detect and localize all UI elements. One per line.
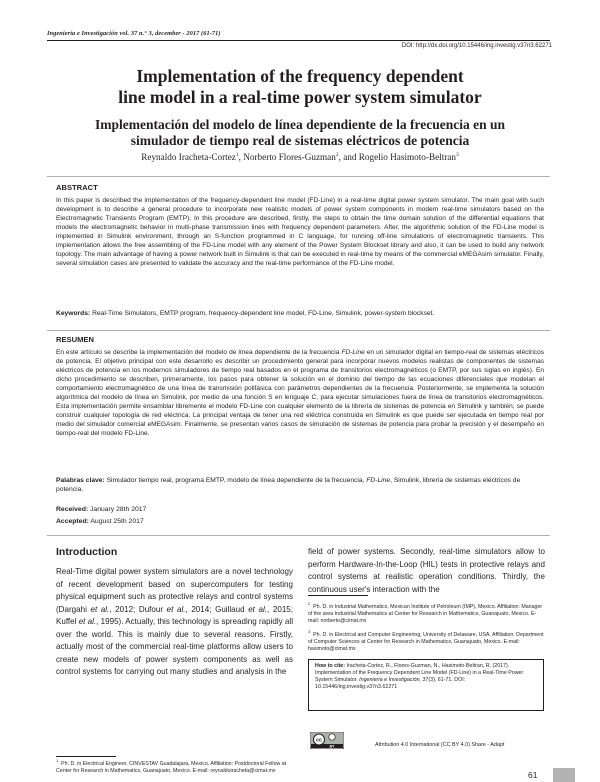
how-to-cite-label: How to cite:	[315, 663, 346, 669]
resumen-text	[56, 348, 544, 438]
abstract-heading: ABSTRACT	[56, 183, 98, 192]
intro-left-text4: , 2015; Kuffel	[56, 604, 294, 627]
title-english	[60, 66, 540, 108]
introduction-heading: Introduction	[56, 546, 118, 558]
footnote-2-mark: 2	[308, 601, 311, 606]
attribution-person-icon	[329, 734, 335, 740]
abstract-keywords	[56, 309, 544, 318]
received-date	[56, 506, 146, 513]
page-number: 61	[528, 770, 538, 780]
cc-by-license-icon[interactable]	[310, 732, 344, 749]
footnote-rule-right	[308, 595, 368, 596]
palabras-clave-part1: Simulador tiempo real, programa EMTP, modelo de línea dependiente de la frecuencia,	[106, 477, 367, 484]
how-to-cite-text1: Iracheta-Cortez, R., Flores-Guzman, N., Hasimoto-Beltran, R. (2017). Implementation of the Frequency Dependent Line Model (FD-Line) in a Real-Time Power System Simulator.	[315, 663, 524, 684]
cc-glyph: cc	[315, 737, 323, 744]
accepted-value: August 25th 2017	[90, 518, 144, 525]
intro-left-etal4: et al.	[78, 617, 97, 627]
received-label: Received:	[56, 506, 89, 513]
footnote-1	[56, 757, 292, 775]
palabras-clave-fdline: FD-Line	[366, 477, 391, 484]
footnote-3-mark: 3	[308, 629, 311, 634]
title-spanish-line1: Implementación del modelo de línea dependiente de la frecuencia en un	[95, 117, 505, 132]
accepted-label: Accepted:	[56, 518, 89, 525]
title-spanish-line2: simulador de tiempo real de sistemas eléctricos de potencia	[130, 133, 470, 148]
how-to-cite-box	[308, 659, 544, 711]
intro-rule	[47, 535, 550, 536]
resumen-rule	[47, 330, 550, 331]
palabras-clave-label: Palabras clave:	[56, 477, 105, 484]
header-rule	[47, 40, 550, 41]
author-2: Norberto Flores-Guzman	[243, 152, 336, 163]
page-number-tab	[553, 768, 575, 782]
intro-left-text1: Real-Time digital power system simulators are a novel technology of recent development based on supercomputers for testing physical equipment such as protective relays and control systems (Dargahi	[56, 567, 293, 614]
how-to-cite-journal: Ingeniería e Investigación,	[359, 677, 421, 684]
doi-link[interactable]: DOI: http://dx.doi.org/10.15446/ing.investig.v37n3.62271	[401, 43, 552, 49]
intro-left-column	[56, 566, 293, 679]
resumen-heading: RESUMEN	[56, 335, 94, 344]
author-1: Reynaldo Iracheta-Cortez	[141, 152, 236, 163]
intro-left-text2: , 2012; Dufour	[109, 604, 167, 614]
accepted-date	[56, 518, 144, 525]
intro-left-text3: , 2014; Guillaud	[185, 604, 249, 614]
author-list	[0, 152, 600, 162]
intro-left-etal2: et al.	[166, 604, 186, 614]
author-1-affil: 1	[235, 152, 239, 158]
how-to-cite-text2: 37(3), 61-71. DOI: 10.15446/ing.investig.v37n3.62271	[315, 677, 466, 691]
title-english-line2: line model in a real-time power system simulator	[118, 87, 482, 107]
resumen-text-part2: en un simulador digital en tiempo-real de sistemas eléctricos de potencia. El objetivo principal con este desarrollo es describir un procedimiento general para incorporar nuevos modelos realistas de componentes de sistemas eléctricos de potencia en los modernos simuladores de tiempo real basados en el programa de transitorios electromagnéticos (o EMTP, por sus siglas en inglés). En dicho procedimiento se describen, primeramente, los pasos para obtener la solución en el dominio del tiempo de las ecuaciones diferenciales que modelan el comportamiento electromagnético de una línea de transmisión polifásica con parámetros dependientes de la frecuencia. Posteriormente, se implementa la solución algorítmica del modelo de línea en Simulink, por medio de una función S en lenguaje C, para ejecutar simulaciones fuera de línea de transitorios electromagnéticos. Esta implementación permite ensamblar libremente el modelo FD-Line con cualquier elemento de la librería de sistemas de potencia en Simulink y también, se puede construir cualquier topología de red eléctrica. La principal ventaja de tener una red eléctrica construida en Simulink es que puede ser ejecutada en tiempo real por medio del simulador comercial eMEGAsim. Finalmente, se presentan varios casos de simulación de sistemas de potencia para probar la precisión y el desempeño en tiempo-real del modelo FD-Line.	[56, 349, 544, 438]
footnote-1-mark: 1	[56, 758, 59, 763]
footnote-3-text: Ph. D. in Electrical and Computer Engineering, University of Delaware, USA. Affiliation: Department of Computer Sciences at Center for Research in Mathematics, Guanajuato, Mexico. E-mail: hasimoto@cimat.mx	[308, 631, 544, 653]
author-3-affil: 3	[455, 152, 459, 158]
author-separator: ,	[238, 152, 244, 163]
intro-left-text5: , 1995). Actually, this technology is spreading rapidly all over the world. This is mainly due to several reasons. Firstly, actually most of the commercial real-time platforms allow users to create new models of power system components as well as control systems for carrying out many studies and analysis in the	[56, 617, 293, 677]
resumen-fdline: FD-Line	[341, 349, 365, 356]
footnote-1-text: Ph. D. in Electrical Engineer, CINVESTAV Guadalajara, Mexico. Affiliation: Postdoctoral Fellow at Center for Research in Mathematics, Guanajuato, Mexico. E-mail: reynaldoiracheta@cimat.mx	[56, 760, 287, 774]
abstract-text: In this paper is described the implementation of the frequency-dependent line model (FD-Line) in a real-time digital power system simulator. The main goal with such development is to describe a general procedure to incorporate new realistic models of power system components in modern real-time simulators based on the Electromagnetic Transients Program (EMTP). In this procedure are described, firstly, the steps to obtain the time domain solution of the differential equations that models the electromagnetic behavior in multi-phase transmission lines with frequency dependent parameters. After, the algorithmic solution of the FD-Line model is implemented in Simulink environment, through an S-function programmed in C language, for running off-line simulations of electromagnetic transients. This implementation allows the free assembling of the FD-Line model with any element of the Power System Blockset library and also, it can be used to build any network topology. The main advantage of having a power network built in Simulink is that can be executed in real-time by means of the commercial eMEGAsim simulator. Finally, several simulation cases are presented to validate the accuracy and the real-time performance of the FD-Line model.	[56, 197, 544, 268]
keywords-label: Keywords:	[56, 310, 91, 317]
abstract-rule	[47, 176, 550, 177]
received-value: January 28th 2017	[90, 506, 147, 513]
cc-by-text: BY	[329, 744, 335, 749]
resumen-text-part1: En este artículo se describe la implementación del modelo de línea dependiente de la frecuencia	[56, 349, 342, 356]
author-conjunction: , and	[338, 152, 359, 163]
intro-left-etal1: et al.	[90, 604, 110, 614]
author-2-affil: 2	[335, 152, 339, 158]
palabras-clave-part2: , Simulink, librería de sistemas eléctricos de potencia.	[56, 477, 521, 493]
footnote-2-text: Ph. D. in Industrial Mathematics, Mexican Institute of Petroleum (IMP), Mexico. Affiliation: Manager of the area Industrial Mathematics at Center for Research in Mathematics, Guanajuato, Mexico. E-mail: norberto@cimat.mx	[308, 603, 543, 625]
resumen-keywords	[56, 476, 544, 494]
intro-right-column: field of power systems. Secondly, real-time simulators allow to perform Hardware-In-the-Loop (HIL) tests in protective relays and control systems at realistic operation conditions. Thirdly, the continuous user's interaction with the	[308, 547, 545, 594]
title-english-line1: Implementation of the frequency dependent	[136, 66, 464, 86]
journal-header: Ingeniería e Investigación vol. 37 n.° 3, december - 2017 (61-71)	[47, 30, 221, 37]
author-3: Rogelio Hasimoto-Beltran	[358, 152, 456, 163]
intro-left-etal3: et al.	[248, 604, 268, 614]
title-spanish	[52, 117, 548, 149]
license-text: Attribution 4.0 International (CC BY 4.0) Share - Adapt	[375, 742, 505, 748]
footnote-2	[308, 600, 544, 625]
footnote-3	[308, 628, 544, 653]
keywords-text: Real-Time Simulators, EMTP program, frequency-dependent line model, FD-Line, Simulink, power-system blockset.	[92, 310, 435, 317]
cc-badge-strip	[311, 744, 343, 748]
